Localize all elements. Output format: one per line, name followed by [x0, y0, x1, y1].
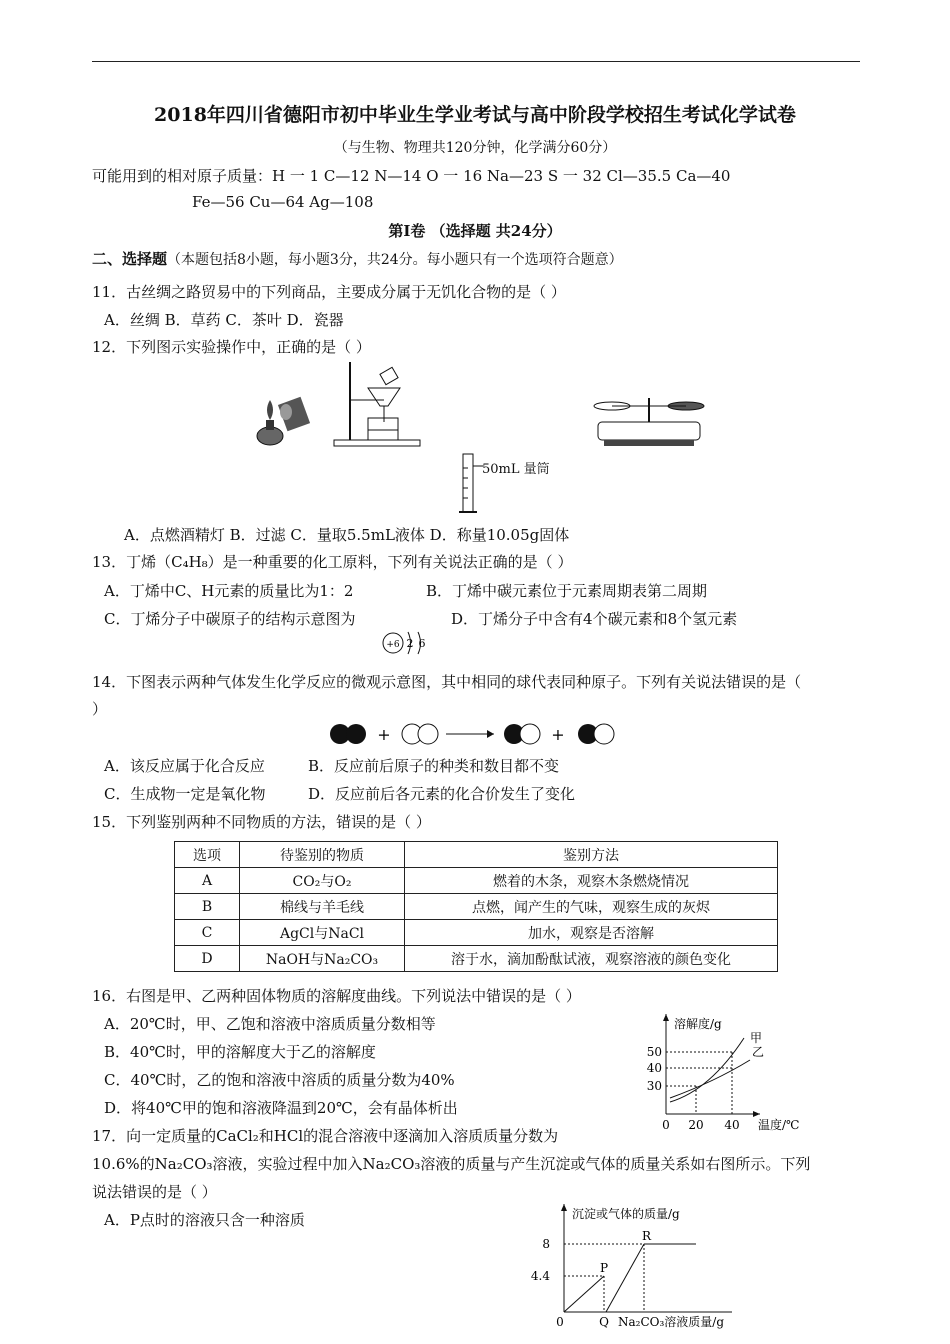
section-desc: （本题包括8小题，每小题3分，共24分。每小题只有一个选项符合题意）: [167, 252, 623, 268]
y-tick-40: 40: [646, 1061, 662, 1075]
atomic-masses-line1: 可能用到的相对原子质量：H 一 1 C—12 N—14 O 一 16 Na—23 S 一 32 Cl—35.5 Ca—40: [92, 167, 731, 185]
q12-options: A．点燃酒精灯 B．过滤 C．量取5.5mL液体 D．称量10.05g固体: [124, 526, 570, 544]
plus-sign-2: +: [551, 725, 565, 744]
table-row: [175, 868, 778, 894]
y-tick-50: 50: [646, 1045, 662, 1059]
header-method: 鉴别方法: [405, 842, 778, 868]
header-substances: 待鉴别的物质: [240, 842, 405, 868]
exam-subtitle: （与生物、物理共120分钟，化学满分60分）: [333, 140, 617, 156]
nucleus-label: +6: [386, 640, 400, 650]
q17-stem-line2: 10.6%的Na₂CO₃溶液，实验过程中加入Na₂CO₃溶液的质量与产生沉淀或气体的质量关系如右图所示。下列: [92, 1155, 811, 1173]
table-row: [175, 946, 778, 972]
section-title: 第Ⅰ卷 （选择题 共24分）: [388, 222, 562, 240]
y-tick-4-4: 4.4: [530, 1269, 550, 1283]
y-axis-label: 溶解度/g: [674, 1017, 722, 1031]
q16-option-c: C．40℃时，乙的饱和溶液中溶质的质量分数为40%: [104, 1071, 455, 1089]
row-b-substances: 棉线与羊毛线: [240, 894, 405, 920]
x-axis-label: Na₂CO₃溶液质量/g: [618, 1315, 725, 1329]
row-a-method: 燃着的木条，观察木条燃烧情况: [405, 868, 778, 894]
precipitate-chart: [520, 1200, 760, 1340]
q13-option-c: C．丁烯分子中碳原子的结构示意图为: [104, 610, 356, 628]
row-d-substances: NaOH与Na₂CO₃: [240, 946, 405, 972]
x-tick-0: 0: [556, 1315, 564, 1329]
q13-stem: 13．丁烯（C₄H₈）是一种重要的化工原料，下列有关说法正确的是（ ）: [92, 553, 573, 571]
series-yi-label: 乙: [752, 1045, 765, 1059]
q17-stem-line3: 说法错误的是（ ）: [92, 1183, 217, 1201]
reaction-diagram: [326, 720, 626, 750]
section-label: 二、选择题: [92, 250, 168, 268]
series-jia-label: 甲: [750, 1031, 763, 1045]
q13-option-b: B．丁烯中碳元素位于元素周期表第二周期: [426, 582, 708, 600]
q14-option-a: A．该反应属于化合反应: [104, 757, 265, 775]
plus-sign-1: +: [377, 725, 391, 744]
q14-option-c: C．生成物一定是氧化物: [104, 785, 266, 803]
q16-option-a: A．20℃时，甲、乙饱和溶液中溶质质量分数相等: [104, 1015, 436, 1033]
q16-option-d: D．将40℃甲的饱和溶液降温到20℃，会有晶体析出: [104, 1099, 458, 1117]
q13-option-d: D．丁烯分子中含有4个碳元素和8个氢元素: [451, 610, 738, 628]
q14-option-b: B．反应前后原子的种类和数目都不变: [308, 757, 560, 775]
row-b-method: 点燃，闻产生的气味，观察生成的灰烬: [405, 894, 778, 920]
row-b-option: B: [175, 894, 240, 920]
x-axis-label: 温度/℃: [758, 1118, 800, 1132]
q12-stem: 12．下列图示实验操作中，正确的是（ ）: [92, 338, 371, 356]
row-c-substances: AgCl与NaCl: [240, 920, 405, 946]
x-tick-40: 40: [724, 1118, 740, 1132]
alcohol-lamp-figure: [250, 390, 310, 450]
precipitate-line: [606, 1244, 644, 1312]
atomic-masses-line2: Fe—56 Cu—64 Ag—108: [192, 193, 374, 211]
q14-option-d: D．反应前后各元素的化合价发生了变化: [308, 785, 576, 803]
row-a-option: A: [175, 868, 240, 894]
y-tick-8: 8: [542, 1237, 550, 1251]
x-tick-0: 0: [662, 1118, 670, 1132]
row-d-option: D: [175, 946, 240, 972]
q15-table: [174, 841, 778, 972]
q14-stem-end: ）: [92, 700, 108, 718]
q16-option-b: B．40℃时，甲的溶解度大于乙的溶解度: [104, 1043, 376, 1061]
row-c-method: 加水，观察是否溶解: [405, 920, 778, 946]
exam-title: 2018年四川省德阳市初中毕业生学业考试与高中阶段学校招生考试化学试卷: [154, 104, 796, 126]
y-axis-label: 沉淀或气体的质量/g: [572, 1207, 680, 1221]
shell2-label: 6: [418, 637, 426, 650]
q11-stem: 11．古丝绸之路贸易中的下列商品，主要成分属于无饥化合物的是（ ）: [92, 283, 566, 301]
gas-line: [564, 1276, 604, 1312]
point-q-label: Q: [599, 1315, 609, 1329]
balance-figure: [590, 392, 710, 450]
carbon-atom-diagram: [380, 628, 430, 658]
shell1-label: 2: [406, 637, 414, 650]
solubility-chart: [640, 1010, 820, 1138]
header-option: 选项: [175, 842, 240, 868]
q13-option-a: A．丁烯中C、H元素的质量比为1：2: [104, 582, 354, 600]
y-tick-30: 30: [646, 1079, 662, 1093]
table-row: [175, 894, 778, 920]
top-rule: [92, 61, 860, 62]
point-p-label: P: [600, 1261, 609, 1275]
cylinder-label: 50mL 量筒: [482, 462, 550, 477]
q16-stem: 16．右图是甲、乙两种固体物质的溶解度曲线。下列说法中错误的是（ ）: [92, 987, 581, 1005]
filtration-figure: [330, 360, 430, 450]
section-header: [92, 248, 623, 269]
point-r-label: R: [642, 1229, 652, 1243]
q17-option-a: A．P点时的溶液只含一种溶质: [104, 1211, 305, 1229]
row-c-option: C: [175, 920, 240, 946]
x-tick-20: 20: [688, 1118, 704, 1132]
table-header-row: [175, 842, 778, 868]
graduated-cylinder-figure: [455, 448, 485, 518]
row-a-substances: CO₂与O₂: [240, 868, 405, 894]
row-d-method: 溶于水，滴加酚酞试液，观察溶液的颜色变化: [405, 946, 778, 972]
q14-stem: 14．下图表示两种气体发生化学反应的微观示意图，其中相同的球代表同种原子。下列有关说法错误的是（: [92, 673, 802, 691]
q11-options: A．丝绸 B．草药 C．茶叶 D．瓷器: [104, 311, 344, 329]
q17-stem-line1: 17．向一定质量的CaCl₂和HCl的混合溶液中逐滴加入溶质质量分数为: [92, 1127, 559, 1145]
q15-stem: 15．下列鉴别两种不同物质的方法，错误的是（ ）: [92, 813, 431, 831]
table-row: [175, 920, 778, 946]
